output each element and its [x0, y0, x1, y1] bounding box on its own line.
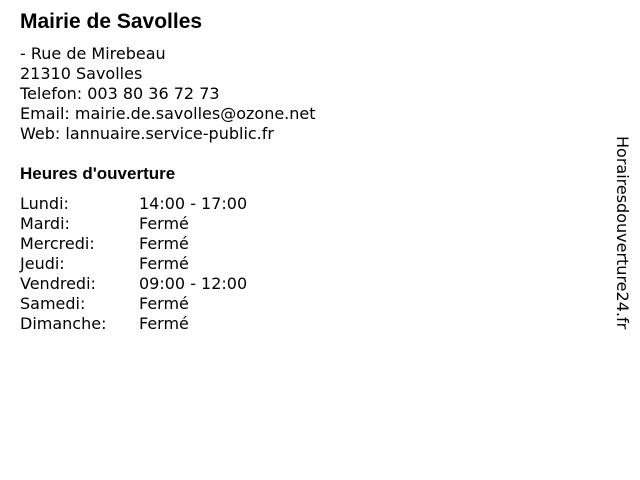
day-label: Mardi: — [20, 214, 70, 233]
day-label: Vendredi: — [20, 274, 96, 293]
hours-row-monday — [20, 194, 247, 214]
hours-row-friday — [20, 274, 247, 294]
day-hours: 14:00 - 17:00 — [139, 194, 248, 213]
email-line — [20, 104, 316, 124]
web-label: Web: — [20, 124, 61, 143]
day-hours: 09:00 - 12:00 — [139, 274, 248, 293]
email-address: mairie.de.savolles@ozone.net — [74, 104, 316, 123]
site-brand-watermark: Horairesdouverture24.fr — [613, 136, 632, 330]
hours-row-sunday — [20, 314, 247, 334]
hours-row-thursday — [20, 254, 247, 274]
hours-row-tuesday — [20, 214, 247, 234]
email-label: Email: — [20, 104, 70, 123]
phone-number: 003 80 36 72 73 — [87, 84, 220, 103]
day-hours: Fermé — [139, 214, 189, 233]
web-line — [20, 124, 316, 144]
day-hours: Fermé — [139, 294, 189, 313]
day-hours: Fermé — [139, 254, 189, 273]
day-hours: Fermé — [139, 314, 189, 333]
day-label: Lundi: — [20, 194, 69, 213]
day-label: Jeudi: — [20, 254, 65, 273]
opening-hours-table — [20, 194, 247, 334]
web-address: lannuaire.service-public.fr — [65, 124, 274, 143]
day-label: Samedi: — [20, 294, 86, 313]
hours-row-wednesday — [20, 234, 247, 254]
page-title: Mairie de Savolles — [20, 10, 203, 33]
day-hours: Fermé — [139, 234, 189, 253]
day-label: Mercredi: — [20, 234, 95, 253]
hours-row-saturday — [20, 294, 247, 314]
address-city: 21310 Savolles — [20, 64, 143, 83]
day-label: Dimanche: — [20, 314, 107, 333]
address-street: - Rue de Mirebeau — [20, 44, 166, 63]
phone-label: Telefon: — [20, 84, 83, 103]
phone-line — [20, 84, 316, 104]
contact-info — [20, 44, 316, 144]
opening-hours-heading: Heures d'ouverture — [20, 164, 176, 183]
